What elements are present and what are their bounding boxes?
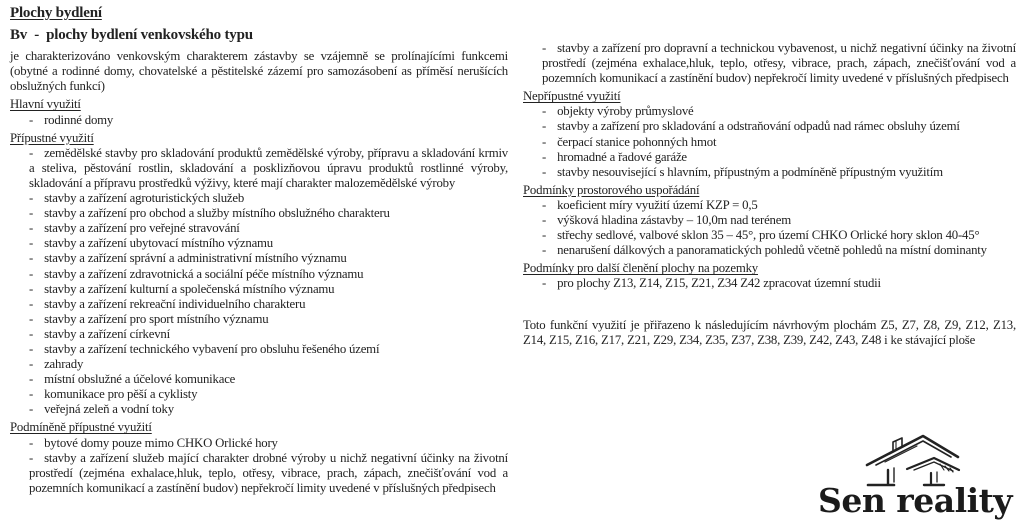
left-column — [10, 0, 508, 528]
list-item: - rodinné domy — [10, 113, 508, 128]
list-item: - stavby a zařízení zdravotnická a sociální péče místního významu — [10, 267, 508, 282]
item-list — [10, 113, 508, 128]
section-heading: Nepřípustné využití — [523, 89, 621, 104]
list-item: - zahrady — [10, 357, 508, 372]
list-item: - stavby a zařízení služeb mající charakter drobné výroby u nichž negativní účinky na životní prostředí (zejména exhalace,hluk, teplo, otřesy, vibrace, prach, zápach, znečišťování vod a pozemních komunikací a zastínění budov) nepřekročí limity uvedené v příslušných předpisech — [10, 451, 508, 496]
list-item: - stavby a zařízení agroturistických služeb — [10, 191, 508, 206]
item-list — [523, 276, 1016, 291]
list-item: - nenarušení dálkových a panoramatických pohledů včetně pohledů na místní dominanty — [523, 243, 1016, 258]
list-item: - stavby a zařízení ubytovací místního významu — [10, 236, 508, 251]
section-heading: Podmíněně přípustné využití — [10, 420, 152, 435]
list-item: - veřejná zeleň a vodní toky — [10, 402, 508, 417]
list-item: - stavby a zařízení pro veřejné stravování — [10, 221, 508, 236]
list-item: - stavby a zařízení technického vybavení pro obsluhu řešeného území — [10, 342, 508, 357]
list-item: - stavby a zařízení rekreační individuelního charakteru — [10, 297, 508, 312]
list-item: - stavby a zařízení pro skladování a odstraňování odpadů nad rámec obsluhy území — [523, 119, 1016, 134]
item-list — [523, 104, 1016, 179]
list-item: - stavby a zařízení správní a administrativní místního významu — [10, 251, 508, 266]
list-item: - stavby nesouvisející s hlavním, přípustným a podmíněně přípustným využitím — [523, 165, 1016, 180]
list-item: - objekty výroby průmyslové — [523, 104, 1016, 119]
section-heading: Podmínky prostorového uspořádání — [523, 182, 700, 197]
list-item: - bytové domy pouze mimo CHKO Orlické hory — [10, 436, 508, 451]
list-item: - stavby a zařízení pro dopravní a technickou vybavenost, u nichž negativní účinky na životní prostředí (zejména exhalace,hluk, teplo, otřesy, vibrace, prach, zápach, znečišťování vod a pozemních komunikací a zastínění budov) nepřekročí limity uvedené v příslušných předpisech — [523, 41, 1016, 86]
section-pripustne-vyuziti — [10, 131, 508, 418]
section-podminky-pro-dalsi-cleneni — [523, 261, 1016, 291]
item-list — [10, 436, 508, 496]
item-list — [10, 146, 508, 418]
sen-reality-logo — [818, 424, 1016, 520]
page-title: Plochy bydlení — [10, 5, 102, 21]
continuation-item-list — [523, 41, 1016, 86]
list-item: - stavby a zařízení církevní — [10, 327, 508, 342]
list-item: - hromadné a řadové garáže — [523, 150, 1016, 165]
section-code-title: Bv - plochy bydlení venkovského typu — [10, 27, 253, 44]
list-item: - čerpací stanice pohonných hmot — [523, 135, 1016, 150]
list-item: - koeficient míry využití území KZP = 0,5 — [523, 198, 1016, 213]
section-heading: Přípustné využití — [10, 130, 94, 145]
list-item: - pro plochy Z13, Z14, Z15, Z21, Z34 Z42 zpracovat územní studii — [523, 276, 1016, 291]
section-hlavni-vyuziti — [10, 97, 508, 127]
section-heading: Podmínky pro další členění plochy na pozemky — [523, 261, 759, 276]
house-sketch-icon — [860, 424, 972, 488]
item-list — [523, 198, 1016, 258]
section-nepripustne-vyuziti — [523, 89, 1016, 180]
list-item: - stavby a zařízení pro sport místního významu — [10, 312, 508, 327]
section-podminene-pripustne-vyuziti — [10, 420, 508, 495]
list-item: - stavby a zařízení kulturní a společenská místního významu — [10, 282, 508, 297]
logo-text: Sen reality — [818, 481, 1013, 520]
intro-paragraph: je charakterizováno venkovským charakterem zástavby se vzájemně se prolínajícími funkcemi (obytné a rodinné domy, chovatelské a pěstitelské zázemí pro samozásobení as příměsí nerušících obslužných funkcí) — [10, 49, 508, 94]
section-podminky-prostoroveho-usporadani — [523, 183, 1016, 258]
list-item: - střechy sedlové, valbové sklon 35 – 45°, pro území CHKO Orlické hory sklon 40-45° — [523, 228, 1016, 243]
list-item: - stavby a zařízení pro obchod a služby místního obslužného charakteru — [10, 206, 508, 221]
list-item: - místní obslužné a účelové komunikace — [10, 372, 508, 387]
list-item: - komunikace pro pěší a cyklisty — [10, 387, 508, 402]
list-item: - zemědělské stavby pro skladování produktů zemědělské výroby, přípravu a skladování krmiv a steliva, pěstování rostlin, skladování a posklizňovou úpravu produktů rostlinné výroby, skladování a přípravu prostředků výživy, které mají charakter malozemědělské výroby — [10, 146, 508, 191]
section-heading: Hlavní využití — [10, 97, 81, 112]
list-item: - výšková hladina zástavby – 10,0m nad terénem — [523, 213, 1016, 228]
closing-paragraph: Toto funkční využití je přiřazeno k následujícím návrhovým plochám Z5, Z7, Z8, Z9, Z12, Z13, Z14, Z15, Z16, Z17, Z21, Z29, Z34, Z35, Z37, Z38, Z39, Z42, Z43, Z48 i ke stávající ploše — [523, 317, 1016, 347]
